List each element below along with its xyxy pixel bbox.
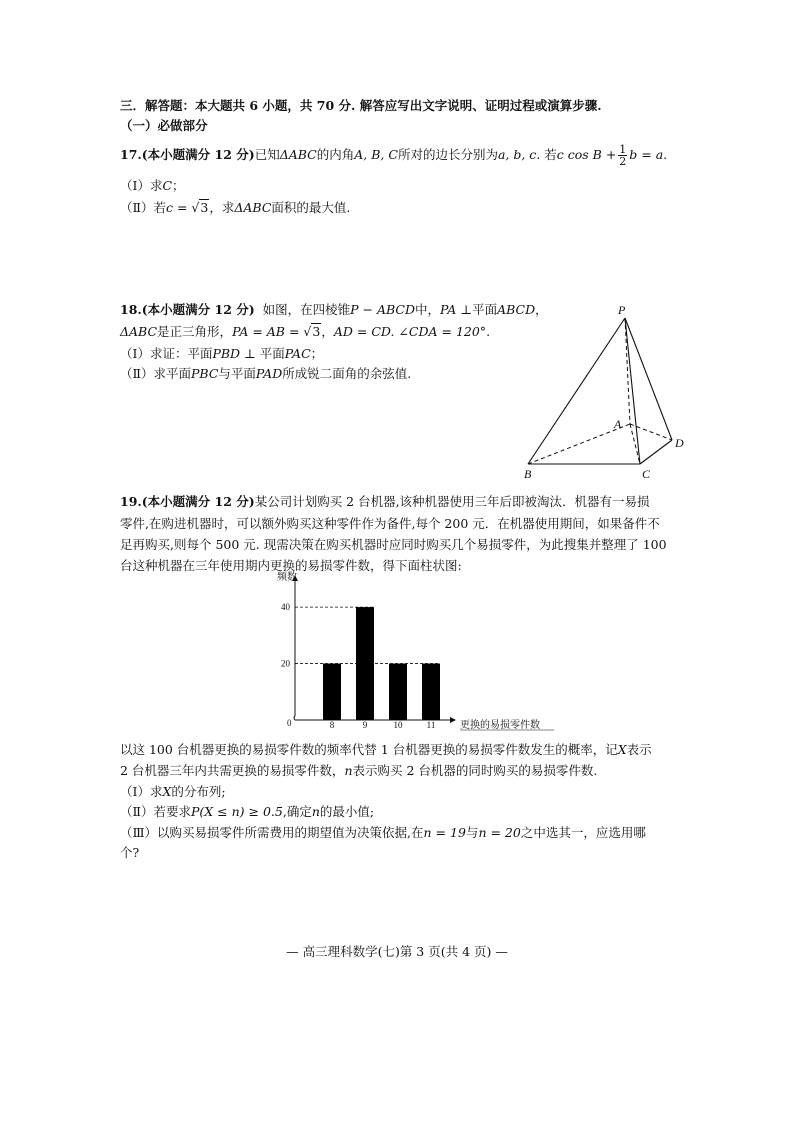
origin-label: 0 [287, 718, 292, 728]
q19-part3-e1: n = 19 [423, 825, 466, 840]
y-axis-break [294, 716, 295, 720]
q19-part2-var: n [311, 804, 320, 819]
q18-perp: PA ⊥ [440, 302, 473, 317]
vertex-label-A: A [614, 417, 622, 431]
q17-stem-d: . 若 [536, 147, 557, 162]
q19-part3-a: （Ⅲ）以购买易损零件所需费用的期望值为决策依据,在 [120, 825, 424, 840]
y-axis-label: 频数 [277, 572, 297, 583]
q17-part2-expr: c = [166, 200, 192, 215]
q18-line2-sqrt: 3 [312, 324, 321, 339]
q19-part3 [120, 823, 646, 841]
q17-number: 17. [120, 147, 142, 162]
q19-after2-a: 2 台机器三年内共需更换的易损零件数， [120, 763, 345, 778]
bar-9 [356, 607, 374, 720]
q19-part3-b: 与 [465, 825, 479, 840]
q18-line2-tri: ΔABC [120, 324, 158, 339]
q18-part1-a: （Ⅰ）求证：平面 [120, 346, 213, 361]
vertex-label-C: C [642, 467, 651, 481]
x-tick-label: 9 [362, 720, 368, 730]
section-subheading: （一）必做部分 [120, 118, 208, 133]
edge-CD [640, 440, 672, 464]
q18-part1-p2: PAC [284, 346, 311, 361]
q18-number: 18. [120, 302, 142, 317]
q18-line2-eq: PA = AB = [232, 324, 304, 339]
q18-stem-c: 平面 [472, 302, 498, 317]
q17-expr-a: c cos B + [556, 147, 617, 162]
q18-plane: ABCD [497, 302, 536, 317]
vertex-label-D: D [675, 436, 684, 450]
q18-part2 [120, 364, 411, 382]
q19-part2-b: ,确定 [282, 804, 312, 819]
q18-part1-b: ⊥ 平面 [240, 346, 285, 361]
pyramid-figure [510, 300, 710, 485]
q19-after2-b: 表示购买 2 台机器的同时购买的易损零件数. [352, 763, 598, 778]
q18-stem [120, 300, 548, 318]
q18-stem-b: 中， [415, 302, 441, 317]
q17-frac-num: 1 [619, 143, 627, 156]
q19-part3-cont: 个? [120, 845, 140, 860]
q19-part2 [120, 802, 374, 820]
bar-10 [389, 664, 407, 720]
bar-8 [323, 664, 341, 720]
q18-line2-b: ， [321, 324, 334, 339]
q17-expr-b: b = a [629, 147, 664, 162]
q19-line1 [120, 492, 650, 510]
q19-after1-var: X [617, 742, 627, 757]
q17-sides: a, b, c [497, 147, 537, 162]
q17-part2-label: （Ⅱ）若 [120, 200, 166, 215]
x-tick-label: 10 [393, 720, 403, 730]
q19-part3-c: 之中选其一，应选用哪 [520, 825, 646, 840]
x-tick-label: 11 [426, 720, 436, 730]
edge-PA [625, 318, 630, 424]
q18-part2-b: 与平面 [218, 366, 256, 381]
q19-after1 [120, 740, 652, 758]
q18-part1-c: ； [310, 346, 324, 361]
q17-part2-end: 面积的最大值. [271, 200, 351, 215]
y-tick-label: 40 [281, 602, 290, 613]
vertex-label-B: B [524, 467, 532, 481]
bar-11 [422, 664, 440, 720]
q17-stem [120, 144, 667, 167]
q19-after2-var: n [344, 763, 353, 778]
q19-line4: 台这种机器在三年使用期内更换的易损零件数，得下面柱状图: [120, 558, 462, 573]
q19-line1-text: 某公司计划购买 2 台机器,该种机器使用三年后即被淘汰．机器有一易损 [254, 494, 650, 509]
q18-pyramid: P − ABCD [350, 302, 416, 317]
edge-PD [625, 318, 672, 440]
q19-part2-a: （Ⅱ）若要求 [120, 804, 191, 819]
q19-after1-a: 以这 100 台机器更换的易损零件数的频率代替 1 台机器更换的易损零件数发生的概率，记 [120, 742, 618, 757]
q19-line3: 足再购买,则每个 500 元. 现需决策在购买机器时应同时购买几个易损零件，为此搜集并整理了 100 [120, 537, 667, 552]
q19-part1-var: X [162, 784, 172, 799]
q17-stem-e: . [663, 147, 668, 162]
q17-part2-sqrt: 3 [200, 200, 209, 215]
vertex-label-P: P [618, 303, 626, 317]
q17-part1-end: ； [172, 178, 185, 193]
q18-line2 [120, 322, 490, 340]
q17-stem-a: 已知 [254, 147, 280, 162]
q18-part1 [120, 344, 323, 362]
q17-part1-var: C [162, 178, 173, 193]
x-axis-arrow [450, 717, 456, 723]
q18-line2-eq2: AD = CD [333, 324, 391, 339]
page-footer: — 高三理科数学(七)第 3 页(共 4 页) — [286, 944, 508, 959]
q17-part2-b: ，求 [209, 200, 235, 215]
q19-part1 [120, 782, 226, 800]
q19-part2-c: 的最小值; [319, 804, 375, 819]
edge-PB [528, 318, 625, 464]
q17-fraction [618, 144, 627, 167]
frequency-bar-chart [270, 566, 590, 738]
q19-part1-a: （Ⅰ）求 [120, 784, 163, 799]
q18-part2-c: 所成锐二面角的余弦值. [282, 366, 412, 381]
q17-angles: A, B, C [354, 147, 398, 162]
q17-stem-c: 所对的边长分别为 [397, 147, 498, 162]
q18-part1-p1: PBD [212, 346, 241, 361]
q17-part1 [120, 176, 185, 194]
q19-part3-e2: n = 20 [478, 825, 521, 840]
q19-line2: 零件,在购进机器时，可以额外购买这种零件作为备件,每个 200 元．在机器使用期间，如果备件不 [120, 516, 660, 531]
section-heading: 三．解答题：本大题共 6 小题，共 70 分. 解答应写出文字说明、证明过程或演算步骤. [120, 98, 602, 113]
x-axis-label: 更换的易损零件数 [460, 720, 540, 731]
q17-score: (本小题满分 12 分) [141, 147, 255, 162]
q18-stem-d: ， [535, 302, 548, 317]
y-tick-label: 20 [281, 658, 290, 669]
q18-part2-p2: PAD [255, 366, 283, 381]
q17-part2-sqrt-sign: √ [191, 200, 200, 215]
q17-stem-b: 的内角 [316, 147, 355, 162]
q18-line2-a: 是正三角形， [157, 324, 233, 339]
q17-part2 [120, 198, 350, 216]
q18-stem-a: 如图，在四棱锥 [262, 302, 351, 317]
q17-part2-tri: ΔABC [234, 200, 272, 215]
q18-line2-sqrt-sign: √ [303, 324, 312, 339]
x-tick-label: 8 [329, 720, 335, 730]
q19-number: 19. [120, 494, 142, 509]
q19-score: (本小题满分 12 分) [141, 494, 255, 509]
q19-after2 [120, 761, 597, 779]
q19-after1-b: 表示 [626, 742, 652, 757]
edge-PC [625, 318, 640, 464]
q18-line2-d: . [486, 324, 491, 339]
q17-part1-label: （Ⅰ）求 [120, 178, 163, 193]
q17-triangle: ΔABC [279, 147, 317, 162]
q17-frac-den: 2 [619, 155, 627, 168]
q18-part2-p1: PBC [191, 366, 219, 381]
edge-AC [630, 424, 640, 464]
q18-part2-a: （Ⅱ）求平面 [120, 366, 191, 381]
q18-score: (本小题满分 12 分) [141, 302, 255, 317]
q19-part2-expr: P(X ≤ n) ≥ 0.5 [191, 804, 283, 819]
q19-part1-b: 的分布列; [171, 784, 226, 799]
q18-line2-c: . ∠CDA = 120° [390, 324, 487, 339]
